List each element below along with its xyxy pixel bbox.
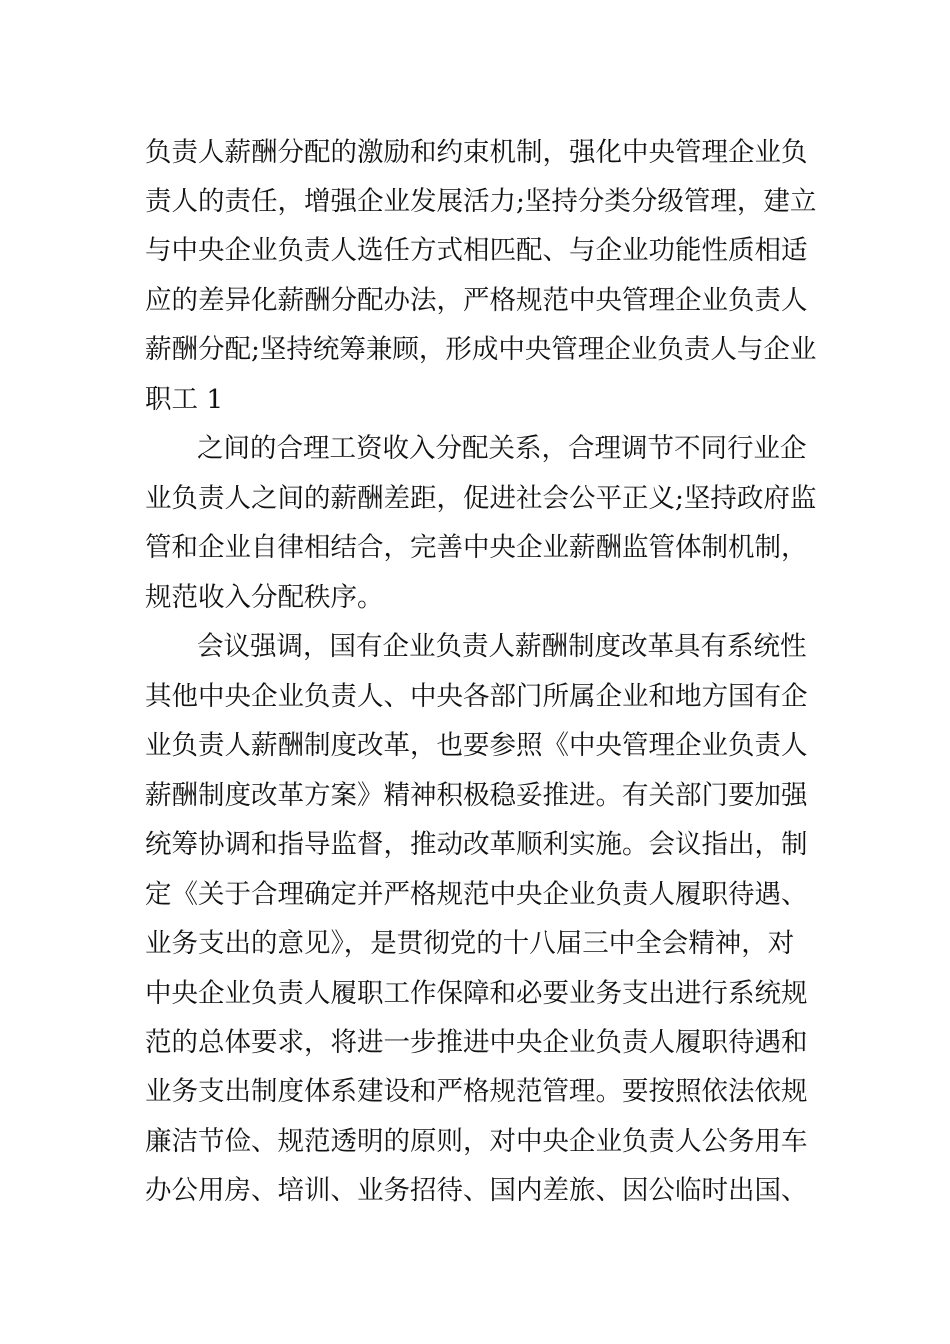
text-line: 业负责人薪酬制度改革，也要参照《中央管理企业负责人 — [145, 730, 808, 761]
paragraph-first-line: 之间的合理工资收入分配关系，合理调节不同行业企 — [197, 433, 807, 464]
paragraph-first-line: 会议强调，国有企业负责人薪酬制度改革具有系统性 — [197, 631, 807, 662]
text-line: 薪酬制度改革方案》精神积极稳妥推进。有关部门要加强 — [145, 780, 808, 811]
text-line: 薪酬分配;坚持统筹兼顾，形成中央管理企业负责人与企业 — [145, 334, 817, 365]
text-line: 负责人薪酬分配的激励和约束机制，强化中央管理企业负 — [145, 137, 808, 168]
text-line: 应的差异化薪酬分配办法，严格规范中央管理企业负责人 — [145, 285, 808, 316]
text-line: 业务支出的意见》，是贯彻党的十八届三中全会精神，对 — [145, 928, 795, 959]
text-line: 范的总体要求，将进一步推进中央企业负责人履职待遇和 — [145, 1027, 808, 1058]
text-line: 责人的责任，增强企业发展活力;坚持分类分级管理，建立 — [145, 186, 817, 217]
text-line: 与中央企业负责人选任方式相匹配、与企业功能性质相适 — [145, 235, 808, 266]
text-line: 廉洁节俭、规范透明的原则，对中央企业负责人公务用车 — [145, 1126, 808, 1157]
text-line: 其他中央企业负责人、中央各部门所属企业和地方国有企 — [145, 681, 808, 712]
text-line: 统筹协调和指导监督，推动改革顺利实施。会议指出，制 — [145, 829, 808, 860]
text-line: 业负责人之间的薪酬差距，促进社会公平正义;坚持政府监 — [145, 483, 817, 514]
text-line: 定《关于合理确定并严格规范中央企业负责人履职待遇、 — [145, 879, 808, 910]
text-line: 办公用房、培训、业务招待、国内差旅、因公临时出国、 — [145, 1175, 808, 1206]
text-line: 职工 1 — [145, 384, 224, 415]
text-line: 中央企业负责人履职工作保障和必要业务支出进行系统规 — [145, 978, 808, 1009]
text-line: 管和企业自律相结合，完善中央企业薪酬监管体制机制， — [145, 532, 808, 563]
text-line: 业务支出制度体系建设和严格规范管理。要按照依法依规 — [145, 1076, 808, 1107]
text-line: 规范收入分配秩序。 — [145, 582, 384, 613]
